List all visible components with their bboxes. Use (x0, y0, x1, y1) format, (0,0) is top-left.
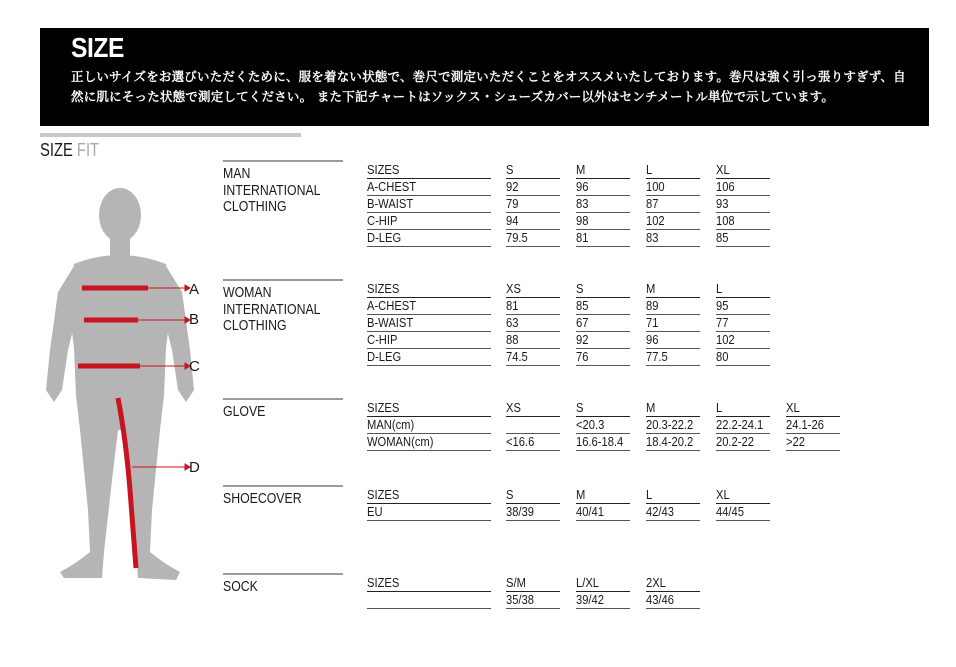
table-cell (646, 197, 700, 213)
cell-text: B-WAIST (367, 196, 414, 211)
table-header-cell (367, 282, 491, 298)
table-cell (506, 418, 560, 434)
table-cell (576, 593, 630, 609)
table-header-cell (367, 401, 491, 417)
table-cell (716, 180, 770, 196)
cell-text: S (506, 487, 514, 502)
cell-text: SIZES (367, 400, 400, 415)
table-cell (646, 593, 700, 609)
table-header-cell (646, 401, 700, 417)
marker-a: A (189, 281, 200, 298)
category-label (223, 160, 343, 216)
table-cell (646, 333, 700, 349)
category-line: WOMAN (223, 284, 272, 301)
cell-text: 79.5 (506, 230, 528, 245)
table-cell (506, 333, 560, 349)
cell-text: SIZES (367, 575, 400, 590)
cell-text: 83 (646, 230, 659, 245)
table-header-cell (367, 163, 491, 179)
cell-text: S (506, 162, 514, 177)
table-header-cell (786, 401, 840, 417)
cell-text: 87 (646, 196, 659, 211)
cell-text: SIZES (367, 162, 400, 177)
cell-text: D-LEG (367, 230, 402, 245)
cell-text: 89 (646, 298, 659, 313)
table-header-cell (576, 401, 630, 417)
table-cell (716, 231, 770, 247)
table-cell (646, 316, 700, 332)
table-cell (506, 435, 560, 451)
table-cell (576, 197, 630, 213)
table-cell (786, 435, 840, 451)
tab-fit[interactable]: FIT (76, 140, 100, 160)
table-cell (506, 180, 560, 196)
cell-text: XL (786, 400, 800, 415)
cell-text: XL (716, 162, 730, 177)
row-label (367, 197, 491, 213)
cell-text: 102 (646, 213, 665, 228)
category-label (223, 398, 343, 421)
row-label (367, 180, 491, 196)
category-line: MAN (223, 165, 251, 182)
cell-text: 108 (716, 213, 735, 228)
cell-text: 79 (506, 196, 519, 211)
cell-text: C-HIP (367, 332, 398, 347)
cell-text: 93 (716, 196, 729, 211)
table-cell (576, 505, 630, 521)
table-cell (716, 197, 770, 213)
cell-text: >22 (786, 434, 805, 449)
table-header-cell (716, 282, 770, 298)
table-cell (576, 316, 630, 332)
cell-text: 88 (506, 332, 519, 347)
category-line: CLOTHING (223, 198, 287, 215)
cell-text: 92 (576, 332, 589, 347)
table-header-cell (506, 488, 560, 504)
cell-text: 81 (506, 298, 519, 313)
cell-text: A-CHEST (367, 179, 417, 194)
cell-text: 18.4-20.2 (646, 434, 694, 449)
table-cell (576, 214, 630, 230)
table-header-cell (646, 488, 700, 504)
table-cell (716, 350, 770, 366)
row-label (367, 316, 491, 332)
row-label (367, 333, 491, 349)
category-label (223, 485, 343, 508)
table-cell (786, 418, 840, 434)
table-cell (716, 418, 770, 434)
cell-text: 96 (576, 179, 589, 194)
cell-text: SIZES (367, 487, 400, 502)
cell-text: 67 (576, 315, 589, 330)
table-cell (716, 299, 770, 315)
cell-text: 100 (646, 179, 665, 194)
cell-text: L/XL (576, 575, 600, 590)
category-line: GLOVE (223, 403, 266, 420)
table-header-cell (367, 488, 491, 504)
cell-text: 38/39 (506, 504, 534, 519)
row-label (367, 505, 491, 521)
cell-text: 16.6-18.4 (576, 434, 624, 449)
cell-text: 85 (716, 230, 729, 245)
cell-text: 35/38 (506, 592, 534, 607)
cell-text: 81 (576, 230, 589, 245)
table-cell (576, 299, 630, 315)
table-header-cell (716, 488, 770, 504)
table-cell (646, 435, 700, 451)
table-header-cell (506, 401, 560, 417)
table-header-cell (506, 282, 560, 298)
cell-text: XS (506, 400, 521, 415)
table-cell (576, 231, 630, 247)
table-cell (506, 214, 560, 230)
category-label (223, 279, 343, 335)
cell-text: D-LEG (367, 349, 402, 364)
cell-text: 43/46 (646, 592, 674, 607)
table-cell (716, 435, 770, 451)
size-description: 正しいサイズをお選びいただくために、服を着ない状態で、巻尺で測定いただくことをオススメいたしております。巻尺は強く引っ張りすぎず、自然に肌にそった状態で測定してください。 また下記チャートはソックス・シューズカバー以外はセンチメートル単位で示しています。 (71, 69, 906, 104)
cell-text: 102 (716, 332, 735, 347)
table-header-cell (716, 163, 770, 179)
marker-d: D (189, 459, 200, 476)
cell-text: XS (506, 281, 521, 296)
cell-text: 95 (716, 298, 729, 313)
row-label (367, 299, 491, 315)
cell-text: 20.3-22.2 (646, 417, 694, 432)
table-cell (506, 593, 560, 609)
cell-text: SIZES (367, 281, 400, 296)
row-label (367, 593, 491, 609)
cell-text: S (576, 400, 584, 415)
cell-text: 98 (576, 213, 589, 228)
table-cell (646, 418, 700, 434)
body-figure (40, 180, 220, 600)
table-cell (646, 180, 700, 196)
row-label (367, 350, 491, 366)
tab-bar (40, 140, 99, 161)
table-header-cell (646, 576, 700, 592)
table-cell (646, 299, 700, 315)
cell-text: 94 (506, 213, 519, 228)
cell-text: 76 (576, 349, 589, 364)
table-header-cell (576, 576, 630, 592)
cell-text: 77 (716, 315, 729, 330)
row-label (367, 231, 491, 247)
size-banner (40, 28, 929, 126)
cell-text: <20.3 (576, 417, 605, 432)
cell-text: L (646, 487, 653, 502)
table-header-cell (506, 576, 560, 592)
table-cell (646, 350, 700, 366)
cell-text: MAN(cm) (367, 417, 415, 432)
cell-text: M (646, 281, 656, 296)
category-line: CLOTHING (223, 317, 287, 334)
cell-text: 63 (506, 315, 519, 330)
table-header-cell (716, 401, 770, 417)
cell-text: 83 (576, 196, 589, 211)
table-header-cell (506, 163, 560, 179)
cell-text: L (716, 400, 723, 415)
table-cell (646, 214, 700, 230)
cell-text: 2XL (646, 575, 666, 590)
cell-text: S (576, 281, 584, 296)
cell-text: M (576, 487, 586, 502)
cell-text: M (576, 162, 586, 177)
cell-text: 80 (716, 349, 729, 364)
cell-text: 39/42 (576, 592, 604, 607)
table-cell (506, 316, 560, 332)
cell-text: 22.2-24.1 (716, 417, 764, 432)
cell-text: 77.5 (646, 349, 668, 364)
cell-text: 40/41 (576, 504, 604, 519)
cell-text: EU (367, 504, 383, 519)
table-cell (506, 350, 560, 366)
table-cell (506, 505, 560, 521)
table-header-cell (367, 576, 491, 592)
table-cell (716, 316, 770, 332)
cell-text: A-CHEST (367, 298, 417, 313)
tab-size[interactable]: SIZE (40, 140, 73, 160)
tab-underline (40, 133, 301, 137)
table-cell (576, 180, 630, 196)
category-line: INTERNATIONAL (223, 181, 321, 199)
table-header-cell (576, 163, 630, 179)
table-cell (716, 214, 770, 230)
table-cell (506, 197, 560, 213)
table-header-cell (646, 282, 700, 298)
cell-text: WOMAN(cm) (367, 434, 434, 449)
cell-text: 92 (506, 179, 519, 194)
cell-text: <16.6 (506, 434, 535, 449)
cell-text: 71 (646, 315, 659, 330)
row-label (367, 418, 491, 434)
category-line: INTERNATIONAL (223, 300, 321, 318)
cell-text: 44/45 (716, 504, 744, 519)
cell-text: 74.5 (506, 349, 528, 364)
table-cell (716, 333, 770, 349)
table-header-cell (576, 488, 630, 504)
cell-text: C-HIP (367, 213, 398, 228)
cell-text: XL (716, 487, 730, 502)
marker-c: C (189, 358, 200, 375)
table-cell (576, 435, 630, 451)
cell-text: 96 (646, 332, 659, 347)
body-silhouette (46, 188, 194, 580)
table-cell (576, 350, 630, 366)
cell-text: 85 (576, 298, 589, 313)
table-cell (506, 299, 560, 315)
table-cell (716, 505, 770, 521)
cell-text: 24.1-26 (786, 417, 824, 432)
category-label (223, 573, 343, 596)
row-label (367, 214, 491, 230)
size-title: SIZE (71, 32, 125, 63)
table-cell (576, 418, 630, 434)
cell-text: B-WAIST (367, 315, 414, 330)
category-line: SHOECOVER (223, 490, 302, 507)
table-header-cell (646, 163, 700, 179)
cell-text: M (646, 400, 656, 415)
cell-text: 42/43 (646, 504, 674, 519)
table-cell (646, 231, 700, 247)
cell-text: 106 (716, 179, 735, 194)
marker-b: B (189, 311, 200, 328)
cell-text: 20.2-22 (716, 434, 754, 449)
table-header-cell (576, 282, 630, 298)
table-cell (576, 333, 630, 349)
row-label (367, 435, 491, 451)
cell-text: L (646, 162, 653, 177)
cell-text: L (716, 281, 723, 296)
table-cell (506, 231, 560, 247)
cell-text: S/M (506, 575, 526, 590)
table-cell (646, 505, 700, 521)
category-line: SOCK (223, 578, 258, 595)
